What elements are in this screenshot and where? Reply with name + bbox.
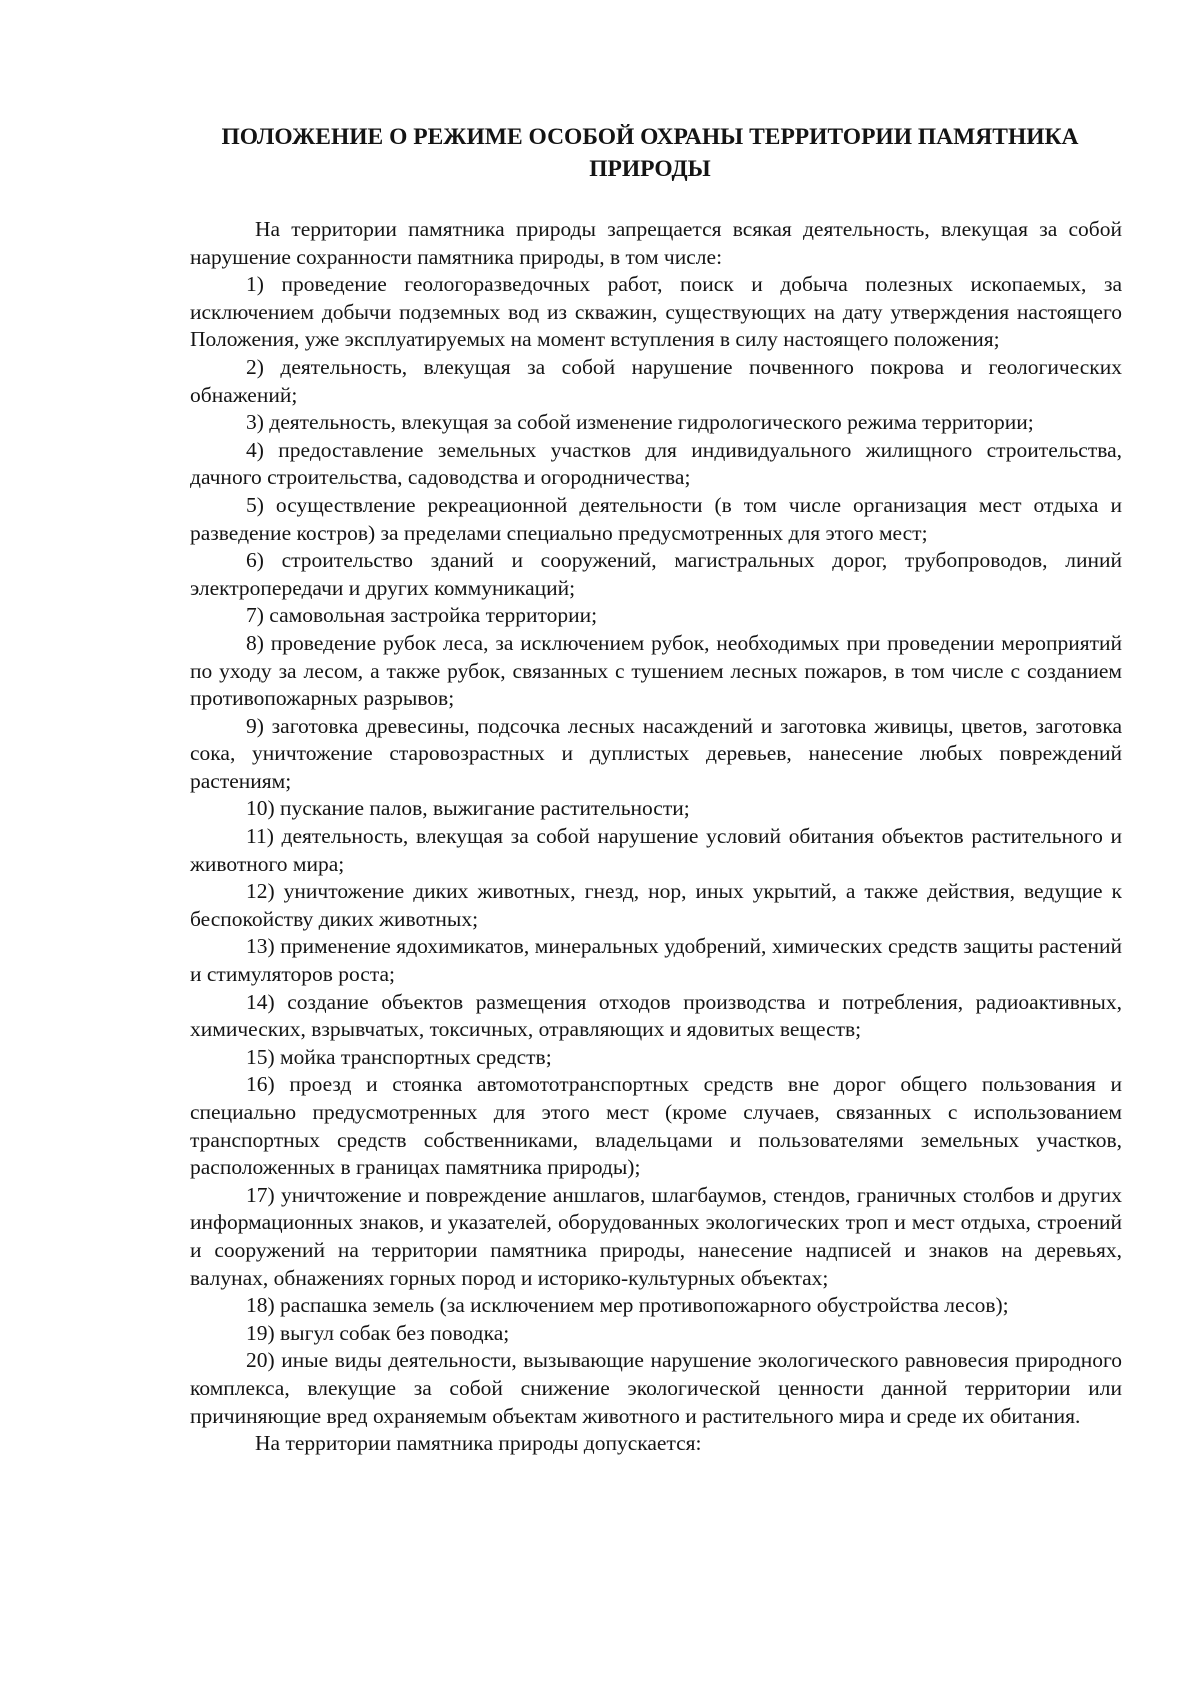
list-item: 7) самовольная застройка территории;: [246, 603, 598, 628]
document-body: [190, 216, 1122, 1458]
list-item: 12) уничтожение диких животных, гнезд, нор, иных укрытий, а также действия, ведущие к беспокойству диких животных;: [190, 879, 1122, 931]
intro-paragraph: На территории памятника природы запрещается всякая деятельность, влекущая за собой нарушение сохранности памятника природы, в том числе:: [190, 217, 1122, 269]
list-item: 19) выгул собак без поводка;: [246, 1320, 510, 1345]
list-item: 1) проведение геологоразведочных работ, поиск и добыча полезных ископаемых, за исключением добычи подземных вод из скважин, существующих на дату утверждения настоящего Положения, уже эксплуатируемых на момент вступления в силу настоящего положения;: [190, 272, 1122, 352]
list-item: 9) заготовка древесины, подсочка лесных насаждений и заготовка живицы, цветов, заготовка сока, уничтожение старовозрастных и дуплистых деревьев, нанесение любых повреждений растениям;: [190, 713, 1122, 793]
list-item: 3) деятельность, влекущая за собой изменение гидрологического режима территории;: [246, 410, 1034, 435]
list-item: 6) строительство зданий и сооружений, магистральных дорог, трубопроводов, линий электропередачи и других коммуникаций;: [190, 548, 1122, 600]
list-item: 17) уничтожение и повреждение аншлагов, шлагбаумов, стендов, граничных столбов и других информационных знаков, и указателей, оборудованных экологических троп и мест отдыха, строений и сооружений на территории памятника природы, нанесение надписей и знаков на деревьях, валунах, обнажениях горных пород и историко-культурных объектах;: [190, 1182, 1122, 1290]
list-item: 10) пускание палов, выжигание растительности;: [246, 796, 690, 821]
list-item: 8) проведение рубок леса, за исключением рубок, необходимых при проведении мероприятий по уходу за лесом, а также рубок, связанных с тушением лесных пожаров, в том числе с созданием противопожарных разрывов;: [190, 630, 1122, 711]
document-title: ПОЛОЖЕНИЕ О РЕЖИМЕ ОСОБОЙ ОХРАНЫ ТЕРРИТОРИИ ПАМЯТНИКА ПРИРОДЫ: [221, 124, 1079, 182]
list-item: 18) распашка земель (за исключением мер противопожарного обустройства лесов);: [246, 1293, 1009, 1318]
list-item: 14) создание объектов размещения отходов производства и потребления, радиоактивных, химических, взрывчатых, токсичных, отравляющих и ядовитых веществ;: [190, 989, 1122, 1042]
list-item: 5) осуществление рекреационной деятельности (в том числе организация мест отдыха и разведение костров) за пределами специально предусмотренных для этого мест;: [190, 492, 1122, 545]
list-item: 11) деятельность, влекущая за собой нарушение условий обитания объектов растительного и животного мира;: [190, 824, 1122, 876]
list-item: 15) мойка транспортных средств;: [246, 1044, 552, 1069]
list-item: 4) предоставление земельных участков для индивидуального жилищного строительства, дачного строительства, садоводства и огородничества;: [190, 437, 1122, 490]
list-item: 16) проезд и стоянка автомототранспортных средств вне дорог общего пользования и специально предусмотренных для этого мест (кроме случаев, связанных с использованием транспортных средств собственниками, владельцами и пользователями земельных участков, расположенных в границах памятника природы);: [190, 1072, 1122, 1180]
closing-paragraph: На территории памятника природы допускается:: [255, 1431, 702, 1456]
list-item: 2) деятельность, влекущая за собой нарушение почвенного покрова и геологических обнажений;: [190, 354, 1122, 407]
list-item: 13) применение ядохимикатов, минеральных удобрений, химических средств защиты растений и стимуляторов роста;: [190, 934, 1122, 987]
list-item: 20) иные виды деятельности, вызывающие нарушение экологического равновесия природного комплекса, влекущие за собой снижение экологической ценности данной территории или причиняющие вред охраняемым объектам животного и растительного мира и среде их обитания.: [190, 1348, 1122, 1428]
